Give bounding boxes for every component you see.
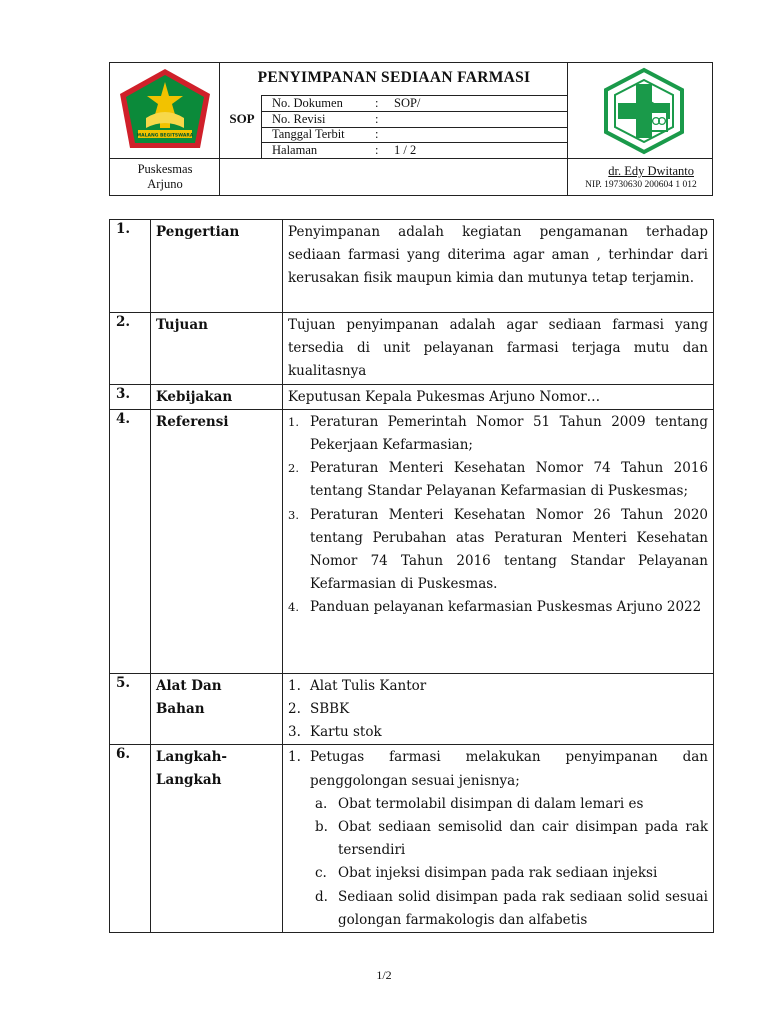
list-marker: 3. (288, 507, 299, 522)
sub-list-marker: a. (315, 795, 328, 812)
section-row-alat-bahan (110, 673, 714, 745)
page-number: 1/2 (376, 968, 392, 982)
list-item (288, 721, 708, 744)
list-item (288, 504, 708, 597)
puskesmas-logo (598, 66, 690, 156)
section-number: 2. (110, 313, 151, 385)
sub-steps-list (310, 793, 708, 932)
list-item-text: Peraturan Menteri Kesehatan Nomor 74 Tahun 2016 tentang Standar Pelayanan Kefarmasian di Puskesmas; (310, 460, 708, 500)
meta-label: Tanggal Terbit (272, 127, 345, 141)
section-number: 3. (110, 384, 151, 409)
section-number: 6. (110, 745, 151, 933)
list-marker: 3. (288, 724, 301, 741)
section-row-kebijakan (110, 384, 714, 409)
list-marker: 4. (288, 600, 299, 615)
list-marker: 1. (288, 749, 301, 766)
section-number: 4. (110, 409, 151, 673)
list-marker: 2. (288, 701, 301, 718)
meta-colon: : (375, 112, 379, 126)
list-marker: 1. (288, 677, 301, 694)
sub-list-marker: b. (315, 819, 328, 836)
section-number: 1. (110, 220, 151, 313)
signer-nip: NIP. 19730630 200604 1 012 (585, 180, 697, 190)
sub-list-item (310, 886, 708, 932)
meta-label: Halaman (272, 143, 318, 157)
list-marker: 1. (288, 414, 299, 429)
meta-value: SOP/ (394, 96, 421, 110)
list-item (288, 746, 708, 932)
tools-list (288, 675, 708, 745)
section-title: Referensi (151, 409, 283, 673)
signer-name: dr. Edy Dwitanto (608, 164, 694, 178)
list-item-text: Petugas farmasi melakukan penyimpanan dan penggolongan sesuai jenisnya; (310, 749, 708, 789)
sub-list-marker: c. (315, 865, 327, 882)
section-text: Penyimpanan adalah kegiatan pengamanan terhadap sediaan farmasi yang diterima agar aman , terhindar dari kerusakan fisik maupun kimia dan mutunya tetap terjamin. (283, 220, 714, 313)
meta-label: No. Revisi (272, 112, 326, 126)
list-item (288, 698, 708, 721)
sop-label: SOP (229, 111, 255, 126)
regency-logo (116, 66, 214, 156)
meta-label: No. Dokumen (272, 96, 343, 110)
list-item-text: Panduan pelayanan kefarmasian Puskesmas Arjuno 2022 (310, 599, 702, 616)
sub-list-item-text: Obat injeksi disimpan pada rak sediaan injeksi (338, 865, 658, 882)
section-title: Tujuan (151, 313, 283, 385)
document-title: PENYIMPANAN SEDIAAN FARMASI (257, 69, 531, 86)
sub-list-item (310, 816, 708, 862)
section-title: Pengertian (151, 220, 283, 313)
facility-line-2: Arjuno (147, 177, 183, 191)
steps-list (288, 746, 708, 932)
meta-colon: : (375, 143, 379, 157)
section-title-line: Alat Dan (156, 677, 222, 694)
meta-value: 1 / 2 (394, 143, 417, 157)
section-title (151, 673, 283, 745)
section-title (151, 745, 283, 933)
sub-list-item (310, 793, 708, 816)
logo-left-text: MALANG BEGITSWARA (136, 133, 194, 139)
sop-header (109, 62, 713, 196)
facility-name (110, 162, 220, 192)
list-item (288, 411, 708, 457)
sub-list-item-text: Obat termolabil disimpan di dalam lemari es (338, 795, 644, 812)
reference-list (288, 411, 708, 620)
section-title-line: Langkah (156, 772, 222, 789)
section-title-line: Bahan (156, 700, 205, 717)
sub-list-item-text: Obat sediaan semisolid dan cair disimpan pada rak tersendiri (338, 819, 708, 859)
facility-line-1: Puskesmas (137, 162, 193, 176)
section-row-tujuan (110, 313, 714, 385)
list-item-text: Alat Tulis Kantor (310, 677, 427, 694)
list-item-text: Kartu stok (310, 724, 382, 741)
list-item-text: SBBK (310, 701, 350, 718)
section-text: Tujuan penyimpanan adalah agar sediaan farmasi yang tersedia di unit pelayanan farmasi terjaga mutu dan kualitasnya (283, 313, 714, 385)
sub-list-item (310, 862, 708, 885)
list-item (288, 675, 708, 698)
list-marker: 2. (288, 461, 299, 476)
meta-colon: : (375, 96, 379, 110)
section-text: Keputusan Kepala Pukesmas Arjuno Nomor… (283, 384, 714, 409)
section-number: 5. (110, 673, 151, 745)
meta-colon: : (375, 127, 379, 141)
section-row-langkah (110, 745, 714, 933)
list-item (288, 457, 708, 503)
section-row-referensi (110, 409, 714, 673)
sub-list-marker: d. (315, 888, 328, 905)
sub-list-item-text: Sediaan solid disimpan pada rak sediaan solid sesuai golongan farmakologis dan alfabetis (338, 888, 708, 928)
list-item (288, 596, 708, 619)
section-row-pengertian (110, 220, 714, 313)
section-title: Kebijakan (151, 384, 283, 409)
list-item-text: Peraturan Pemerintah Nomor 51 Tahun 2009 tentang Pekerjaan Kefarmasian; (310, 413, 708, 454)
sop-content-table (109, 219, 714, 933)
list-item-text: Peraturan Menteri Kesehatan Nomor 26 Tahun 2020 tentang Perubahan atas Peraturan Menteri Kesehatan Nomor 74 Tahun 2016 tentang Standar Pelayanan Kefarmasian di Puskesmas. (310, 506, 708, 593)
section-title-line: Langkah- (156, 749, 228, 766)
